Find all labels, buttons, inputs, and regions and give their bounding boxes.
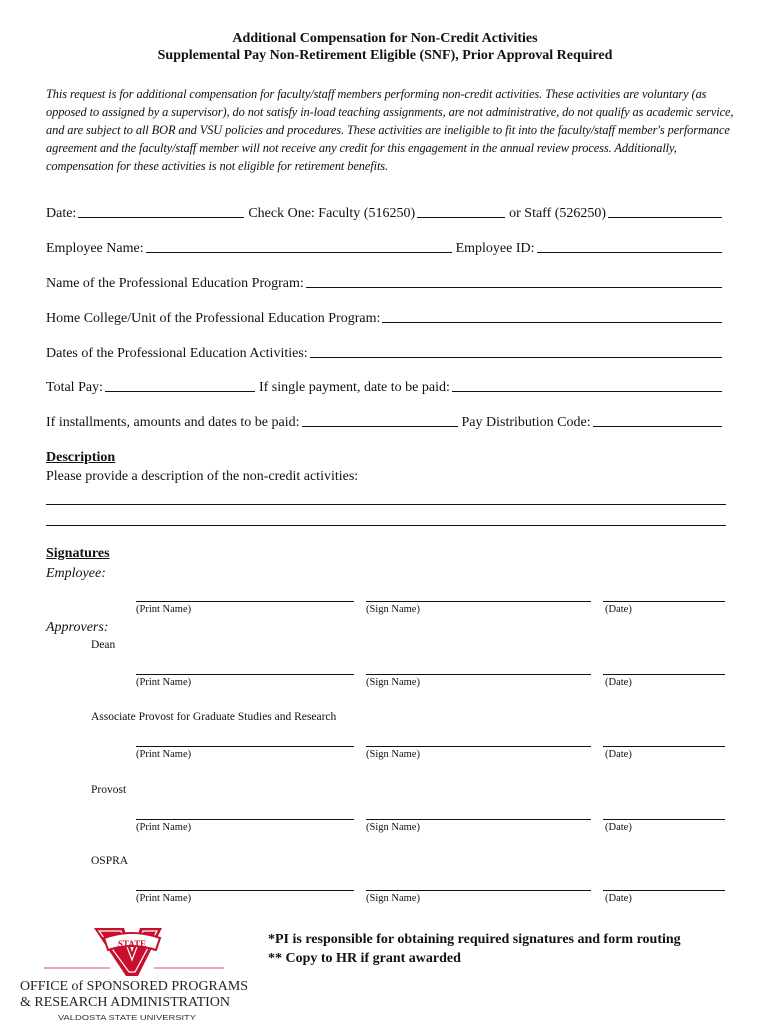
- dates-field[interactable]: [310, 356, 722, 358]
- distribution-code-field[interactable]: [593, 425, 722, 427]
- associate-provost-sign-name-line[interactable]: [366, 746, 591, 747]
- approver-associate-provost-label: Associate Provost for Graduate Studies and Research: [91, 711, 337, 723]
- associate-provost-print-caption: (Print Name): [136, 749, 192, 760]
- description-line-2[interactable]: [46, 525, 726, 526]
- total-pay-label: Total Pay:: [46, 380, 103, 395]
- employee-sign-name-line[interactable]: [366, 601, 591, 602]
- provost-sign-name-line[interactable]: [366, 819, 591, 820]
- approver-ospra-label: OSPRA: [91, 855, 129, 867]
- program-name-field[interactable]: [306, 286, 722, 288]
- dates-label: Dates of the Professional Education Activities:: [46, 346, 308, 361]
- installments-row: [46, 415, 726, 431]
- date-row: [46, 206, 726, 222]
- intro-paragraph: This request is for additional compensation for faculty/staff members performing non-credit activities. These activities are voluntary (as opposed to assigned by a supervisor), do not satisfy in-load teaching assignments, are not administrative, do not qualify as academic service, and are subject to all BOR and VSU policies and procedures. These activities are ineligible to fit into the faculty/staff member's performance agreement and the faculty/staff member will not receive any credit for this engagement in the annual review process. Additionally, compensation for these activities is not eligible for retirement benefits.: [46, 87, 734, 173]
- home-college-row: [46, 311, 726, 327]
- ospra-print-caption: (Print Name): [136, 893, 192, 904]
- employee-print-caption: (Print Name): [136, 604, 192, 615]
- ospra-sign-name-line[interactable]: [366, 890, 591, 891]
- total-pay-field[interactable]: [105, 390, 255, 392]
- employee-print-name-line[interactable]: [136, 601, 354, 602]
- approvers-label: Approvers:: [46, 620, 109, 635]
- faculty-label: Check One: Faculty (516250): [248, 206, 416, 221]
- ospra-print-name-line[interactable]: [136, 890, 354, 891]
- signatures-heading: Signatures: [46, 546, 110, 561]
- home-college-field[interactable]: [382, 321, 722, 323]
- description-prompt: Please provide a description of the non-credit activities:: [46, 469, 359, 484]
- staff-label: or Staff (526250): [509, 206, 607, 221]
- employee-date-line[interactable]: [603, 601, 725, 602]
- program-name-label: Name of the Professional Education Program:: [46, 276, 304, 291]
- distribution-code-label: Pay Distribution Code:: [461, 415, 591, 430]
- staff-checkbox-line[interactable]: [608, 216, 722, 218]
- form-title: Additional Compensation for Non-Credit Activities: [232, 31, 538, 46]
- employee-id-label: Employee ID:: [455, 241, 535, 256]
- hr-copy-note: ** Copy to HR if grant awarded: [268, 951, 461, 966]
- logo-text-line-3: VALDOSTA STATE UNIVERSITY: [58, 1015, 197, 1022]
- date-label: Date:: [46, 206, 77, 221]
- employee-date-caption: (Date): [605, 604, 632, 615]
- dean-date-line[interactable]: [603, 674, 725, 675]
- form-subtitle: Supplemental Pay Non-Retirement Eligible (SNF), Prior Approval Required: [157, 48, 613, 63]
- installments-label: If installments, amounts and dates to be paid:: [46, 415, 300, 430]
- employee-signature-label: Employee:: [46, 566, 106, 581]
- employee-row: [46, 241, 726, 257]
- logo-text-line-2: & RESEARCH ADMINISTRATION: [20, 995, 230, 1010]
- vsu-ospra-logo: [14, 924, 254, 1024]
- employee-id-field[interactable]: [537, 251, 723, 253]
- dates-row: [46, 346, 726, 362]
- dean-print-caption: (Print Name): [136, 677, 192, 688]
- dean-print-name-line[interactable]: [136, 674, 354, 675]
- logo-badge-text: STATE: [117, 939, 147, 949]
- employee-name-label: Employee Name:: [46, 241, 144, 256]
- dean-sign-name-line[interactable]: [366, 674, 591, 675]
- description-heading: Description: [46, 450, 116, 465]
- description-line-1[interactable]: [46, 504, 726, 505]
- provost-date-line[interactable]: [603, 819, 725, 820]
- pay-row: [46, 380, 726, 396]
- dean-sign-caption: (Sign Name): [366, 677, 420, 688]
- dean-date-caption: (Date): [605, 677, 632, 688]
- home-college-label: Home College/Unit of the Professional Education Program:: [46, 311, 381, 326]
- ospra-sign-caption: (Sign Name): [366, 893, 420, 904]
- provost-print-name-line[interactable]: [136, 819, 354, 820]
- approver-dean-label: Dean: [91, 639, 116, 651]
- associate-provost-print-name-line[interactable]: [136, 746, 354, 747]
- faculty-checkbox-line[interactable]: [417, 216, 505, 218]
- provost-date-caption: (Date): [605, 822, 632, 833]
- associate-provost-date-caption: (Date): [605, 749, 632, 760]
- installments-field[interactable]: [302, 425, 458, 427]
- associate-provost-sign-caption: (Sign Name): [366, 749, 420, 760]
- ospra-date-line[interactable]: [603, 890, 725, 891]
- single-payment-field[interactable]: [452, 390, 722, 392]
- date-field[interactable]: [78, 216, 244, 218]
- employee-sign-caption: (Sign Name): [366, 604, 420, 615]
- ospra-date-caption: (Date): [605, 893, 632, 904]
- approver-provost-label: Provost: [91, 784, 127, 796]
- program-name-row: [46, 276, 726, 292]
- pi-responsibility-note: *PI is responsible for obtaining required signatures and form routing: [268, 932, 681, 947]
- provost-print-caption: (Print Name): [136, 822, 192, 833]
- logo-text-line-1: OFFICE of SPONSORED PROGRAMS: [20, 979, 248, 994]
- employee-name-field[interactable]: [146, 251, 452, 253]
- associate-provost-date-line[interactable]: [603, 746, 725, 747]
- single-payment-label: If single payment, date to be paid:: [258, 380, 450, 395]
- provost-sign-caption: (Sign Name): [366, 822, 420, 833]
